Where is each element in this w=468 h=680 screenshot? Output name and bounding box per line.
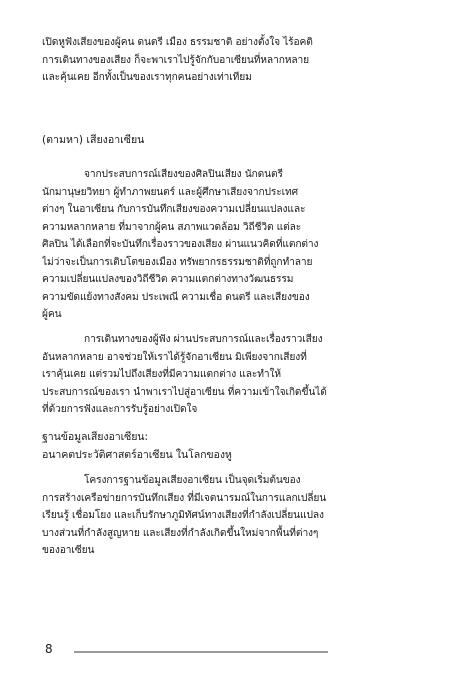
text-line: เราคุ้นเคย แต่รวมไปถึงเสียงที่มีความแตกต่าง และทำให้ <box>42 369 282 380</box>
text-line: บางส่วนที่กำลังสูญหาย และเสียงที่กำลังเกิดขึ้นใหม่จากพื้นที่ต่างๆ <box>42 527 319 539</box>
page-number: 8 <box>45 642 53 656</box>
text-line: การเดินทางของเสียง ก็จะพาเราไปรู้จักกับอาเซียนที่หลากหลาย <box>42 54 310 66</box>
text-line: เรียนรู้ เชื่อมโยง และเก็บรักษาภูมิทัศน์ทางเสียงที่กำลังเปลี่ยนแปลง <box>42 510 324 521</box>
text-line: โครงการฐานข้อมูลเสียงอาเซียน เป็นจุดเริ่มต้นของ <box>84 475 301 486</box>
text-line: และคุ้นเคย อีกทั้งเป็นของเราทุกคนอย่างเท่าเทียม <box>42 72 252 83</box>
section-heading-2 <box>42 429 434 464</box>
section1-paragraph-2 <box>42 331 434 419</box>
footer-divider <box>74 651 328 653</box>
text-line: เปิดหูฟังเสียงของผู้คน ดนตรี เมือง ธรรมชาติ อย่างตั้งใจ ไร้อคติ <box>42 37 313 48</box>
section-heading: (ตามหา) เสียงอาเซียน <box>42 134 145 146</box>
heading-line: ฐานข้อมูลเสียงอาเซียน: <box>42 431 148 443</box>
text-line: ความหลากหลาย ที่มาจากผู้คน สภาพแวดล้อม วิถีชีวิต แต่ละ <box>42 221 302 233</box>
text-line: ความขัดแย้งทางสังคม ประเพณี ความเชื่อ ดนตรี และเสียงของ <box>42 291 310 303</box>
text-line: การสร้างเครือข่ายการบันทึกเสียง ที่มีเจตนารมณ์ในการแลกเปลี่ยน <box>42 492 327 504</box>
text-line: ศิลปิน ได้เลือกที่จะบันทึกเรื่องราวของเสียง ผ่านแนวคิดที่แตกต่าง <box>42 239 319 250</box>
text-line: จากประสบการณ์เสียงของศิลปินเสียง นักดนตรี <box>84 169 283 180</box>
text-line: ของอาเซียน <box>42 545 95 556</box>
text-line: ที่ด้วยการฟังและการรับรู้อย่างเปิดใจ <box>42 404 198 415</box>
text-line: นักมานุษยวิทยา ผู้ทำภาพยนตร์ และผู้ศึกษาเสียงจากประเทศ <box>42 186 298 198</box>
text-line: การเดินทางของผู้ฟัง ผ่านประสบการณ์และเรื่องราวเสียง <box>84 334 323 345</box>
text-line: ผู้คน <box>42 309 62 320</box>
text-line: อันหลากหลาย อาจช่วยให้เราได้รู้จักอาเซียน มิเพียงจากเสียงที่ <box>42 351 307 363</box>
section1-paragraph-1 <box>42 166 434 324</box>
section2-paragraph-1 <box>42 472 434 560</box>
intro-paragraph <box>42 34 434 87</box>
text-line: ไม่ว่าจะเป็นการเติบโตของเมือง ทรัพยากรธรรมชาติที่ถูกทำลาย <box>42 256 313 268</box>
text-line: ต่างๆ ในอาเซียน กับการบันทึกเสียงของความเปลี่ยนแปลงและ <box>42 204 306 215</box>
heading-line: อนาคตประวัติศาสตร์อาเซียน ในโลกของหู <box>42 448 232 461</box>
text-line: ประสบการณ์ของเรา นำพาเราไปสู่อาเซียน ที่ความเข้าใจเกิดขึ้นได้ <box>42 386 327 398</box>
text-line: ความเปลี่ยนแปลงของวิถีชีวิต ความแตกต่างทางวัฒนธรรม <box>42 274 294 285</box>
